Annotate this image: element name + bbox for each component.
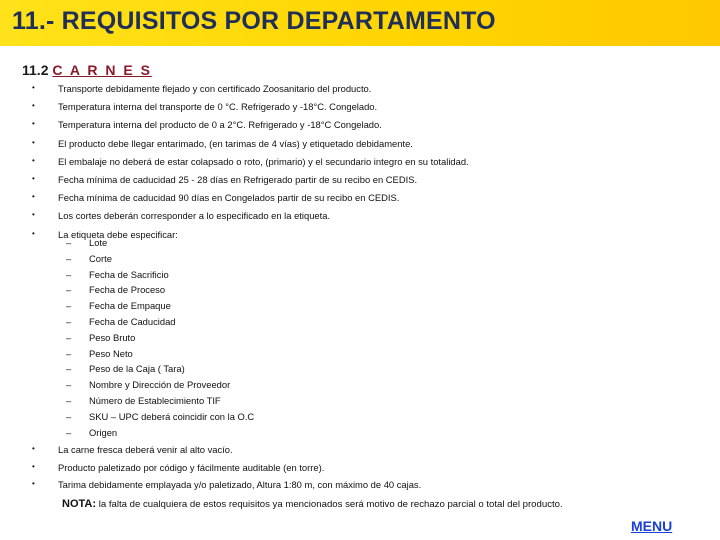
label-field-text: Lote bbox=[89, 237, 108, 248]
bullet-icon: • bbox=[32, 444, 35, 453]
list-item-text: La carne fresca deberá venir al alto vacío. bbox=[58, 444, 233, 455]
section-number: 11.2 bbox=[22, 62, 49, 78]
note bbox=[62, 498, 563, 510]
bullet-icon: • bbox=[32, 119, 35, 129]
dash-icon: – bbox=[66, 316, 72, 327]
label-field-text: Origen bbox=[89, 426, 118, 438]
page-title: 11.- REQUISITOS POR DEPARTAMENTO bbox=[12, 7, 496, 35]
list-item-text: El producto debe llegar entarimado, (en tarimas de 4 vías) y etiquetado debidamente. bbox=[58, 137, 413, 149]
bullet-icon: • bbox=[32, 155, 35, 165]
label-field-text: Número de Establecimiento TIF bbox=[89, 395, 221, 406]
dash-icon: – bbox=[66, 379, 72, 391]
list-item-text: Temperatura interna del transporte de 0 °C. Refrigerado y -18°C. Congelado. bbox=[58, 101, 378, 113]
dash-icon: – bbox=[66, 363, 72, 375]
bullet-icon: • bbox=[32, 479, 35, 488]
dash-icon: – bbox=[66, 395, 72, 406]
list-item-text: Temperatura interna del producto de 0 a 2°C. Refrigerado y -18°C Congelado. bbox=[58, 119, 382, 131]
section-name: C A R N E S bbox=[52, 62, 152, 78]
dash-icon: – bbox=[66, 284, 72, 296]
list-item-text: Fecha mínima de caducidad 90 días en Congelados partir de su recibo en CEDIS. bbox=[58, 192, 400, 204]
section-heading bbox=[22, 62, 152, 78]
label-field-text: Peso Bruto bbox=[89, 331, 136, 343]
label-field-text: Fecha de Caducidad bbox=[89, 316, 176, 327]
bullet-icon: • bbox=[32, 137, 35, 147]
label-field-text: Fecha de Proceso bbox=[89, 284, 166, 296]
label-field-text: Fecha de Sacrificio bbox=[89, 268, 169, 280]
dash-icon: – bbox=[66, 331, 72, 343]
bullet-icon: • bbox=[32, 210, 35, 220]
bullet-icon: • bbox=[32, 192, 35, 202]
label-field-text: SKU – UPC deberá coincidir con la O.C bbox=[89, 410, 255, 422]
bullet-icon: • bbox=[32, 174, 35, 183]
bullet-icon: • bbox=[32, 228, 35, 238]
list-item-text: Fecha mínima de caducidad 25 - 28 días en Refrigerado partir de su recibo en CEDIS. bbox=[58, 174, 418, 185]
dash-icon: – bbox=[66, 268, 72, 280]
list-item-text: El embalaje no deberá de estar colapsado o roto, (primario) y el secundario integro en su totalidad. bbox=[58, 155, 469, 167]
list-item-text: Tarima debidamente emplayada y/o paletizado, Altura 1:80 m, con máximo de 40 cajas. bbox=[58, 479, 422, 490]
dash-icon: – bbox=[66, 300, 72, 312]
label-field-text: Fecha de Empaque bbox=[89, 300, 171, 312]
bullet-icon: • bbox=[32, 83, 35, 92]
menu-link[interactable]: MENU bbox=[631, 518, 673, 534]
bullet-icon: • bbox=[32, 101, 35, 111]
label-field-text: Peso Neto bbox=[89, 347, 133, 359]
note-label: NOTA: bbox=[62, 498, 97, 510]
dash-icon: – bbox=[66, 426, 72, 438]
list-item-text: Los cortes deberán corresponder a lo especificado en la etiqueta. bbox=[58, 210, 331, 222]
bullet-icon: • bbox=[32, 461, 35, 471]
dash-icon: – bbox=[66, 237, 72, 248]
dash-icon: – bbox=[66, 252, 72, 264]
list-item-text: Transporte debidamente flejado y con certificado Zoosanitario del producto. bbox=[58, 83, 372, 94]
dash-icon: – bbox=[66, 347, 72, 359]
dash-icon: – bbox=[66, 410, 72, 422]
label-field-text: Nombre y Dirección de Proveedor bbox=[89, 379, 231, 391]
note-text: la falta de cualquiera de estos requisitos ya mencionados será motivo de rechazo parcial o total del producto. bbox=[98, 499, 563, 510]
list-item-text: La etiqueta debe especificar: bbox=[58, 228, 178, 240]
list-item-text: Producto paletizado por código y fácilmente auditable (en torre). bbox=[58, 461, 325, 473]
label-field-text: Corte bbox=[89, 252, 112, 264]
label-field-text: Peso de la Caja ( Tara) bbox=[89, 363, 185, 375]
